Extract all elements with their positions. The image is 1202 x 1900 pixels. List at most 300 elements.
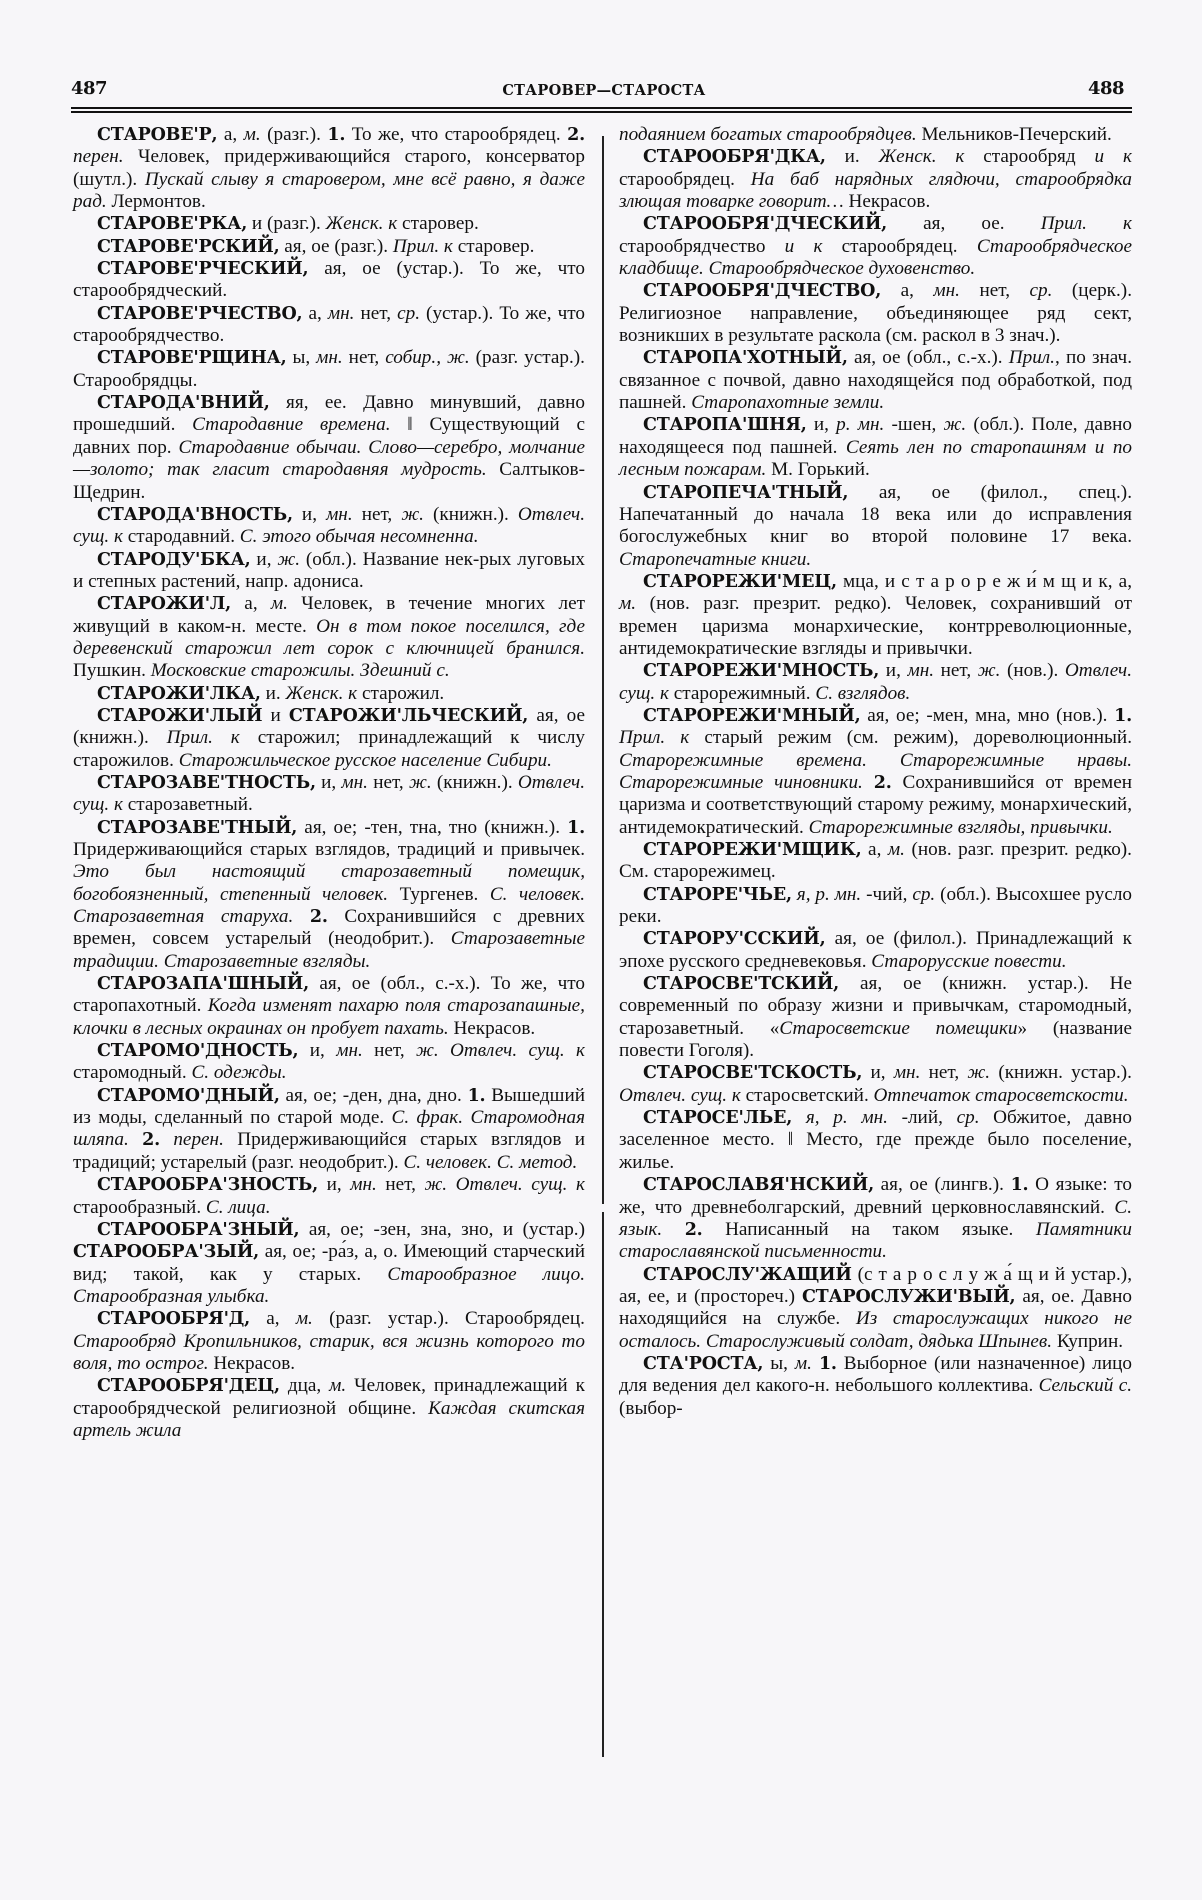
dictionary-entry xyxy=(619,705,1132,839)
entry-text: Сохранившийся с древних времен, совсем устарелый (неодобрит.). xyxy=(73,906,585,950)
italic-text: Старожильческое русское население Сибири. xyxy=(178,749,552,771)
dictionary-entry xyxy=(619,571,1132,660)
entry-text: старообрядец. xyxy=(822,235,977,257)
italic-text: Старозаветные традиции. Старозаветные взгляды. xyxy=(73,928,585,972)
italic-text: мн. xyxy=(336,1040,363,1062)
dictionary-entry xyxy=(73,683,585,705)
entry-text: Некрасов. xyxy=(208,1352,296,1374)
dictionary-entry xyxy=(73,593,585,682)
entry-text: старозаветный. xyxy=(122,794,253,816)
entry-text: и, xyxy=(315,771,342,793)
entry-text: ая, ое (книжн.). xyxy=(73,704,585,749)
dictionary-entry xyxy=(619,146,1132,213)
entry-text: старожил; принадлежащий к числу старожилов. xyxy=(73,727,585,771)
entry-text: Обжитое, давно заселенное место. ‖ Место, где прежде было поселение, жилье. xyxy=(619,1107,1133,1173)
headword: 1. xyxy=(467,1085,486,1106)
dictionary-entry xyxy=(619,414,1132,481)
page-number-left: 487 xyxy=(71,78,108,99)
headword: СТАРОЖИ'ЛКА, xyxy=(97,683,261,704)
left-column xyxy=(73,124,585,1442)
entry-text: старосветский. xyxy=(740,1084,874,1106)
headword: СТАРОДУ'БКА, xyxy=(97,549,251,570)
entry-text: старовер. xyxy=(397,213,479,235)
entry-text: нет, xyxy=(934,660,978,682)
entry-text: Мельников-Печерский. xyxy=(916,124,1112,145)
italic-text: м. xyxy=(619,593,637,615)
entry-text xyxy=(863,772,874,793)
entry-text: ая, ое; -мен, мна, мно (нов.). xyxy=(860,704,1115,726)
entry-text: и, xyxy=(879,660,908,682)
entry-text: Выборное (или назначенное) лицо для ведения дел какого-н. небольшого коллектива. xyxy=(619,1352,1132,1397)
entry-text: и, xyxy=(862,1062,894,1084)
headword: СТАРОСВЕ'ТСКИЙ, xyxy=(643,974,840,995)
entry-text: ая, ое; -ра́з, а, о. Имеющий старческий вид; такой, как у старых. xyxy=(73,1241,585,1285)
headword: 1. xyxy=(1114,705,1132,726)
entry-text: (нов. разг. презрит. редко). См. старорежимец. xyxy=(619,839,1132,883)
italic-text: С. человек. С. метод. xyxy=(403,1151,578,1173)
entry-text: и, xyxy=(250,548,278,570)
entry-text xyxy=(812,1353,819,1374)
headword: СТАРОСЛАВЯ'НСКИЙ, xyxy=(643,1175,874,1196)
headword: СТАРОЖИ'ЛЬЧЕСКИЙ, xyxy=(288,705,529,726)
entry-text: (устар.). То же, что старообрядчество. xyxy=(73,302,585,347)
italic-text: перен. xyxy=(173,1129,224,1151)
entry-text: и. xyxy=(825,146,879,168)
entry-text: ая, ое. xyxy=(887,213,1041,235)
italic-text: Прил. к xyxy=(619,727,690,749)
entry-text: ‖ Существующий с давних пор. xyxy=(73,414,585,458)
entry-text: и, xyxy=(318,1174,351,1196)
entry-text: (разг. устар.). Старообрядцы. xyxy=(73,347,585,391)
entry-text: и, xyxy=(806,414,837,436)
entry-text: О языке: то же, что древнеболгарский, древний церковнославянский. xyxy=(619,1174,1132,1218)
italic-text: и к xyxy=(1094,146,1132,168)
entry-text: Человек, принадлежащий к старообрядческой религиозной общине. xyxy=(73,1375,585,1419)
entry-text: Написанный на таком языке. xyxy=(702,1218,1036,1240)
italic-text: Отвлеч. сущ. к xyxy=(619,1084,741,1106)
entry-text: , по знач. связанное с почвой, давно находящейся под обработкой, под пашней. xyxy=(619,347,1132,414)
entry-text: Куприн. xyxy=(1052,1330,1124,1352)
italic-text: С. язык. xyxy=(619,1196,1132,1240)
italic-text: к xyxy=(113,526,123,548)
dictionary-entry xyxy=(619,482,1132,571)
italic-text: С. этого обычая несомненна. xyxy=(239,526,479,548)
entry-text: » (название повести Гоголя). xyxy=(619,1017,1132,1062)
headword: СТАРООБРЯ'ДЕЦ, xyxy=(97,1376,280,1397)
entry-text: а, xyxy=(881,280,934,302)
italic-text: С. одежды. xyxy=(191,1062,287,1084)
italic-text: Пускай слыву я старовером, мне всё равно, я даже рад. xyxy=(73,168,585,213)
headword: 2. xyxy=(142,1130,160,1151)
column-divider-upper xyxy=(602,136,604,1204)
entry-text: нет, xyxy=(352,503,402,525)
italic-text: Старообразное лицо. Старообразная улыбка. xyxy=(73,1263,585,1307)
dictionary-entry xyxy=(73,1308,585,1375)
entry-text: старообрядец. xyxy=(619,168,751,190)
entry-text: яя, ее. Давно минувший, давно прошедший. xyxy=(73,392,585,436)
entry-text: а, xyxy=(302,302,328,324)
entry-text: старомодный. xyxy=(73,1062,192,1084)
headword: СТАРООБРА'ЗЫЙ, xyxy=(73,1242,260,1263)
entry-text: Придерживающийся старых взглядов и традиций; устарелый (разг. неодобрит.). xyxy=(73,1129,586,1173)
italic-text: ср. xyxy=(912,883,936,905)
headword: СТАРОРЕЖИ'МЩИК, xyxy=(643,840,862,860)
dictionary-entry xyxy=(73,1219,585,1308)
italic-text: Стародавние времена. xyxy=(192,414,391,436)
dictionary-entry xyxy=(73,213,585,235)
italic-text: Московские старожилы. Здешний с. xyxy=(150,660,450,682)
dictionary-entry xyxy=(73,1085,585,1174)
entry-text: ая, ое (филол.). Принадлежащий к эпохе русского средневековья. xyxy=(619,928,1132,972)
dictionary-entry xyxy=(619,839,1132,884)
entry-text: нет, xyxy=(376,1174,425,1196)
entry-text: (книжн. устар.). xyxy=(990,1062,1132,1084)
italic-text: Прил. к xyxy=(1040,213,1133,235)
entry-text: Придерживающийся старых взглядов, традиций и привычек. xyxy=(73,839,585,860)
dictionary-entry xyxy=(73,772,585,817)
headword: СТАРОРЕ'ЧЬЕ, xyxy=(643,884,792,905)
italic-text: Отвлеч. сущ. к xyxy=(73,771,585,816)
italic-text: ср. xyxy=(1029,280,1053,302)
headword: 2. xyxy=(309,907,328,928)
italic-text: м. xyxy=(243,124,261,145)
entry-text xyxy=(662,1219,685,1240)
italic-text: мн. xyxy=(327,302,355,324)
headword: СТАРОЖИ'Л, xyxy=(97,594,232,615)
italic-text: С. человек. Старозаветная старуха. xyxy=(73,883,585,928)
entry-text: (книжн.). xyxy=(423,503,518,525)
headword: 1. xyxy=(567,817,585,838)
headword: СТАРОВЕ'РЩИНА, xyxy=(97,348,287,369)
headword: СТАРОЗАВЕ'ТНЫЙ, xyxy=(97,817,298,838)
headword: СТАРОСЛУ'ЖАЩИЙ xyxy=(643,1264,852,1285)
entry-text: нет, xyxy=(362,1040,417,1062)
entry-text: а, xyxy=(861,839,888,860)
headword: 1. xyxy=(1010,1175,1029,1196)
italic-text: ж. xyxy=(943,414,967,436)
dictionary-entry xyxy=(73,504,585,549)
italic-text: мн. xyxy=(350,1174,377,1196)
entry-text xyxy=(293,906,310,927)
entry-text: (книжн.). xyxy=(431,771,518,793)
entry-text: нет, xyxy=(354,302,398,324)
italic-text: Это был настоящий старозаветный помещик, богобоязненный, степенный человек. xyxy=(73,861,585,905)
italic-text: Старорежимные времена. Старорежимные нравы. Старорежимные чиновники. xyxy=(619,749,1132,793)
entry-text: старообряд xyxy=(964,146,1095,168)
entry-text: нет, xyxy=(959,280,1030,302)
italic-text: Женск. к xyxy=(285,682,358,704)
entry-text: стародавний. xyxy=(122,526,240,548)
italic-text: Сеять лен по старопашням и по лесным пожарам. xyxy=(619,436,1133,481)
italic-text: С. фрак. Старомодная шляпа. xyxy=(73,1107,585,1151)
entry-text: ая, ое (устар.). То же, что старообрядческий. xyxy=(73,258,585,302)
entry-text: а, xyxy=(217,124,244,145)
headword: 1. xyxy=(818,1353,837,1374)
headword: СТАРОРЕЖИ'МНОСТЬ, xyxy=(643,661,880,682)
headword: СТАРООБРЯ'ДЧЕСТВО, xyxy=(643,281,882,302)
italic-text: Сельский с. xyxy=(1038,1375,1133,1397)
headword: СТАРОВЕ'Р, xyxy=(97,125,218,145)
italic-text: ж. Отвлеч. сущ. к xyxy=(416,1040,585,1062)
dictionary-entry xyxy=(619,280,1132,347)
entry-text: ы, xyxy=(763,1352,795,1374)
dictionary-entry xyxy=(619,928,1132,973)
dictionary-entry xyxy=(73,705,585,772)
page-number-right: 488 xyxy=(1088,78,1125,99)
italic-text: С. лица. xyxy=(205,1196,271,1218)
dictionary-entry xyxy=(73,236,585,258)
entry-text: ая, ое (разг.). xyxy=(279,235,393,257)
right-column xyxy=(619,124,1132,1420)
italic-text: м. xyxy=(794,1352,812,1374)
running-head: СТАРОВЕР—СТАРОСТА xyxy=(502,82,706,99)
column-divider-lower xyxy=(602,1212,604,1757)
italic-text: м. xyxy=(887,839,905,860)
entry-text: мца, и с т а р о р е ж и́ м щ и к, а, xyxy=(836,570,1132,592)
entry-text: дца, xyxy=(279,1375,330,1397)
headword: СТАРОЗАПА'ШНЫЙ, xyxy=(97,974,309,995)
italic-text: С. взглядов. xyxy=(815,682,911,704)
italic-text: м. xyxy=(329,1375,347,1397)
entry-text: (обл.). Поле, давно находящееся под пашней. xyxy=(619,414,1132,458)
entry-text: (обл.). Название нек-рых луговых и степных растений, напр. адониса. xyxy=(73,548,585,592)
italic-text: Старообрядческое кладбище. Старообрядческое духовенство. xyxy=(619,235,1132,280)
entry-text: и, xyxy=(292,503,327,525)
entry-text: и. xyxy=(260,682,286,704)
entry-text: и, xyxy=(298,1040,337,1062)
italic-text: Старосветские помещики xyxy=(779,1017,1018,1039)
italic-text: Он в том покое поселился, где деревенский старожил лет сорок с ключницей бранился. xyxy=(73,615,586,659)
entry-text: (с т а р о с л у ж а́ щ и й устар.), ая, ее, и (простореч.) xyxy=(619,1263,1132,1307)
headword: СТАРОПЕЧА'ТНЫЙ, xyxy=(643,482,849,503)
italic-text: Памятники старославянской письменности. xyxy=(619,1218,1132,1263)
entry-text: нет, xyxy=(367,771,409,793)
headword: СТАРОВЕ'РСКИЙ, xyxy=(97,236,280,257)
italic-text: Отвлеч. сущ. xyxy=(73,503,585,548)
dictionary-entry xyxy=(619,1264,1132,1353)
entry-text: Вышедший из моды, сделанный по старой моде. xyxy=(73,1084,585,1129)
entry-text: Сохранившийся от времен царизма и соответствующий старому режиму, монархический, антидемократический. xyxy=(619,771,1132,838)
entry-text: нет, xyxy=(342,347,386,369)
italic-text: ж. xyxy=(977,660,1001,682)
entry-text xyxy=(792,1107,806,1128)
entry-text: старообрядчество xyxy=(619,235,785,257)
entry-text: Человек, в течение многих лет живущий в каком-н. месте. xyxy=(73,593,585,637)
headword: 2. xyxy=(567,125,585,145)
italic-text: я, р. мн. xyxy=(796,883,862,905)
italic-text: Прил. xyxy=(1008,347,1055,369)
entry-text: и (разг.). xyxy=(247,213,326,235)
headword: СТАРОРЕЖИ'МЕЦ, xyxy=(643,571,837,592)
entry-text: (церк.). Религиозное направление, объединяющее ряд сект, возникших в результате раскола (см. раскол в 3 знач.). xyxy=(619,280,1132,347)
italic-text: Старопахотные земли. xyxy=(691,392,885,414)
headword: СТАРОСВЕ'ТСКОСТЬ, xyxy=(643,1063,863,1084)
headword: СТАРОВЕ'РЧЕСКИЙ, xyxy=(97,259,309,280)
dictionary-entry xyxy=(73,124,585,213)
italic-text: р. мн. xyxy=(836,414,885,436)
entry-text: ы, xyxy=(286,347,317,369)
dictionary-entry xyxy=(73,549,585,594)
italic-text: Старообряд Кропильников, старик, вся жизнь которого то воля, то острог. xyxy=(73,1330,585,1374)
italic-text: Старопечатные книги. xyxy=(619,548,812,570)
dictionary-entry xyxy=(73,817,585,973)
entry-text: ая, ое; -зен, зна, зно, и (устар.) xyxy=(299,1218,585,1240)
entry-text: Некрасов. xyxy=(448,1017,536,1039)
dictionary-entry xyxy=(73,1040,585,1085)
entry-text: и xyxy=(262,704,289,726)
italic-text: ср. xyxy=(956,1107,980,1129)
italic-text: мн. xyxy=(326,503,353,525)
italic-text: ж. xyxy=(277,548,301,570)
entry-text: ая, ое (книжн. устар.). Не современный по образу жизни и привычкам, старомодный, старозаветный. « xyxy=(619,973,1132,1039)
dictionary-entry xyxy=(73,1174,585,1219)
italic-text: Стародавние обычаи. Слово—серебро, молчание—золото; так гласит стародавняя мудрость. xyxy=(73,436,585,481)
dictionary-entry xyxy=(619,660,1132,705)
headword: СТАРОВЕ'РЧЕСТВО, xyxy=(97,303,303,324)
entry-text: ая, ое (филол., спец.). Напечатанный до начала 18 века или до исправления богослужебных книг во второй половине 17 века. xyxy=(619,481,1132,548)
dictionary-entry xyxy=(73,392,585,504)
headword: СТАРОРЕЖИ'МНЫЙ, xyxy=(643,705,861,726)
headword: СТАРОЖИ'ЛЫЙ xyxy=(97,705,263,726)
italic-text: мн. xyxy=(907,660,935,682)
headword: 2. xyxy=(684,1219,703,1240)
entry-text: (нов. разг. презрит. редко). Человек, сохранивший от времен царизма монархические, контрреволюционные, антидемократические взгляды и привычки. xyxy=(619,593,1132,659)
headword: СТАРОСЛУЖИ'ВЫЙ, xyxy=(801,1286,1016,1307)
entry-text: Человек, придерживающийся старого, консерватор (шутл.). xyxy=(73,146,585,190)
italic-text: Старорежимные взгляды, привычки. xyxy=(808,816,1113,838)
italic-text: мн. xyxy=(316,347,343,369)
entry-text: (обл.). Высохшее русло реки. xyxy=(619,883,1133,928)
italic-text: Прил. к xyxy=(392,235,453,257)
entry-text: старорежимный. xyxy=(668,682,816,704)
italic-text: к xyxy=(388,213,398,235)
headword: СТАРОМО'ДНЫЙ, xyxy=(97,1085,280,1106)
entry-text: Некрасов. xyxy=(843,191,931,213)
entry-text: (нов.). xyxy=(1000,660,1065,682)
entry-text: Тургенев. xyxy=(388,883,490,905)
dictionary-entry xyxy=(73,303,585,348)
dictionary-entry xyxy=(619,1174,1132,1263)
entry-text: (выбор- xyxy=(619,1397,683,1419)
entry-text: нет, xyxy=(920,1062,968,1084)
entry-text: -чий, xyxy=(861,883,913,905)
entry-text: ая, ое; -тен, тна, тно (книжн.). xyxy=(297,816,568,838)
italic-text: Отпечаток старосветскости. xyxy=(873,1084,1129,1106)
italic-text: Из старослужащих никого не осталось. Старослуживый солдат, дядька Шпынев. xyxy=(619,1308,1132,1352)
entry-text: -лий, xyxy=(887,1107,957,1129)
entry-text: Пушкин. xyxy=(73,660,151,682)
italic-text: Женск. к xyxy=(878,146,965,168)
entry-text: (разг. устар.). Старообрядец. xyxy=(312,1308,585,1330)
dictionary-entry xyxy=(619,1062,1132,1107)
headword: СТАРОПА'ХОТНЫЙ, xyxy=(643,348,848,369)
header-rule-bottom xyxy=(71,111,1132,113)
entry-text: а, xyxy=(250,1308,296,1330)
entry-text: старый режим (см. режим), дореволюционный. xyxy=(689,727,1132,749)
entry-text: -шен, xyxy=(884,414,944,436)
entry-text xyxy=(129,1129,142,1150)
entry-text: ая, ое; -ден, дна, дно. xyxy=(279,1084,468,1106)
italic-text: и к xyxy=(784,235,823,257)
italic-text: ж. xyxy=(401,503,424,525)
dictionary-entry xyxy=(619,1353,1132,1420)
italic-text: Каждая скитская артель жила xyxy=(73,1397,585,1441)
entry-text: М. Горький. xyxy=(766,459,870,481)
entry-text: Лермонтов. xyxy=(106,191,206,213)
entry-text: (разг.). xyxy=(260,124,328,145)
headword: СТАРОМО'ДНОСТЬ, xyxy=(97,1041,299,1062)
italic-text: собир., ж. xyxy=(385,347,470,369)
italic-text: я, р. мн. xyxy=(805,1107,888,1129)
dictionary-entry xyxy=(619,124,1132,146)
italic-text: ж. xyxy=(967,1062,991,1084)
dictionary-entry xyxy=(619,884,1132,929)
italic-text: ср. xyxy=(397,302,420,324)
entry-text: ая, ое. Давно находящийся на службе. xyxy=(619,1285,1132,1330)
headword: СТАРОЗАВЕ'ТНОСТЬ, xyxy=(97,772,316,793)
headword: СТАРООБРЯ'ДКА, xyxy=(643,147,826,168)
entry-text: ая, ое (обл., с.-х.). То же, что старопахотный. xyxy=(73,973,585,1017)
entry-text: старовер. xyxy=(452,235,535,257)
entry-text: Салтыков-Щедрин. xyxy=(73,459,585,503)
headword: СТАРОДА'ВНИЙ, xyxy=(97,393,270,414)
headword: СТАРООБРЯ'ДЧЕСКИЙ, xyxy=(643,214,888,235)
header-rule-top xyxy=(71,107,1132,109)
dictionary-entry xyxy=(619,973,1132,1062)
entry-text xyxy=(160,1129,173,1150)
headword: СТАРОСЕ'ЛЬЕ, xyxy=(643,1108,793,1129)
headword: СТАРООБРА'ЗНЫЙ, xyxy=(97,1219,300,1240)
italic-text: подаянием богатых старообрядцев. xyxy=(619,124,917,145)
dictionary-entry xyxy=(73,1375,585,1442)
headword: 1. xyxy=(327,125,346,145)
dictionary-entry xyxy=(619,347,1132,414)
italic-text: перен. xyxy=(73,146,124,168)
italic-text: мн. xyxy=(341,771,368,793)
italic-text: м. xyxy=(270,593,288,615)
entry-text: ая, ое (обл., с.-х.). xyxy=(847,347,1009,369)
entry-text: То же, что старообрядец. xyxy=(345,124,568,145)
italic-text: мн. xyxy=(893,1062,921,1084)
italic-text: Когда изменят пахарю поля старозапашные, клочки в лесных окраинах он пробует пахать. xyxy=(73,995,585,1039)
italic-text: На баб нарядных глядючи, старообрядка злющая товарке говорит… xyxy=(619,168,1132,213)
entry-text: старожил. xyxy=(357,682,445,704)
italic-text: Женск. xyxy=(325,213,384,235)
headword: СТАРОВЕ'РКА, xyxy=(97,214,248,235)
dictionary-entry xyxy=(619,1107,1132,1174)
headword: СТАРОПА'ШНЯ, xyxy=(643,415,807,436)
entry-text: а, xyxy=(231,593,271,615)
entry-text: ая, ое (лингв.). xyxy=(874,1174,1011,1196)
headword: СТАРОДА'ВНОСТЬ, xyxy=(97,504,293,525)
italic-text: Прил. к xyxy=(166,727,240,749)
headword: СТАРООБРЯ'Д, xyxy=(97,1309,251,1330)
italic-text: Отвлеч. сущ. к xyxy=(619,660,1132,704)
italic-text: м. xyxy=(295,1308,313,1330)
headword: 2. xyxy=(873,772,892,793)
italic-text: Старорусские повести. xyxy=(871,950,1067,972)
headword: СТАРОРУ'ССКИЙ, xyxy=(643,929,826,950)
dictionary-entry xyxy=(73,347,585,392)
dictionary-entry xyxy=(73,258,585,303)
italic-text: мн. xyxy=(933,280,960,302)
dictionary-entry xyxy=(73,973,585,1040)
entry-text: старообразный. xyxy=(73,1196,206,1218)
headword: СТАРООБРА'ЗНОСТЬ, xyxy=(97,1175,319,1196)
dictionary-entry xyxy=(619,213,1132,280)
headword: СТА'РОСТА, xyxy=(643,1353,764,1374)
italic-text: ж. Отвлеч. сущ. к xyxy=(424,1174,585,1196)
